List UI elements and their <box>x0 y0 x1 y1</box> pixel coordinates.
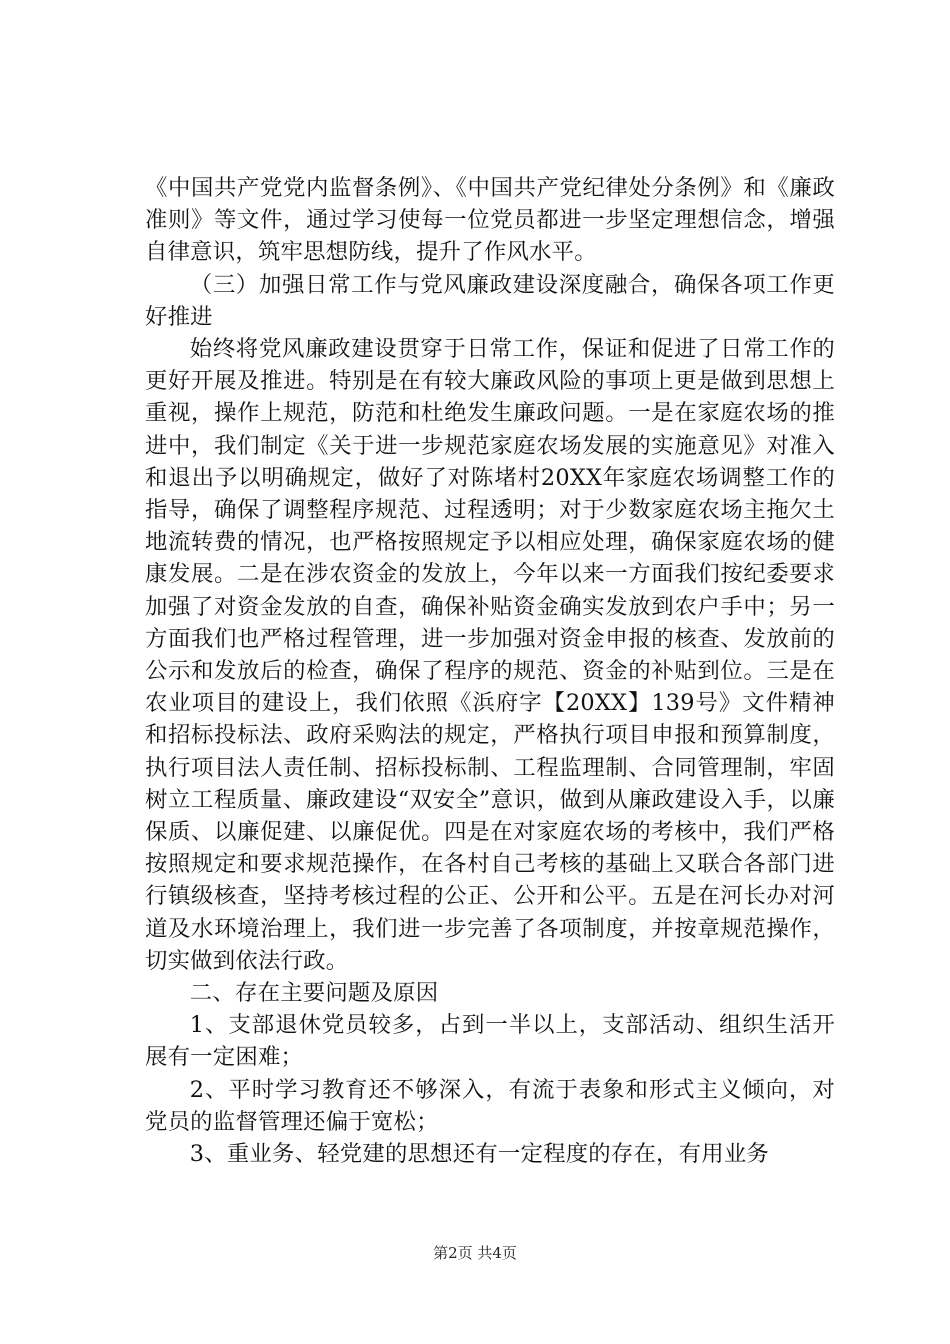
paragraph-2: 始终将党风廉政建设贯穿于日常工作，保证和促进了日常工作的更好开展及推进。特别是在有较大廉政风险的事项上更是做到思想上重视，操作上规范，防范和杜绝发生廉政问题。一是在家庭农场的推进中，我们制定《关于进一步规范家庭农场发展的实施意见》对准入和退出予以明确规定，做好了对陈堵村20XX年家庭农场调整工作的指导，确保了调整程序规范、过程透明；对于少数家庭农场主拖欠土地流转费的情况，也严格按照规定予以相应处理，确保家庭农场的健康发展。二是在涉农资金的发放上，今年以来一方面我们按纪委要求加强了对资金发放的自查，确保补贴资金确实发放到农户手中；另一方面我们也严格过程管理，进一步加强对资金申报的核查、发放前的公示和发放后的检查，确保了程序的规范、资金的补贴到位。三是在农业项目的建设上，我们依照《浜府字【20XX】139号》文件精神和招标投标法、政府采购法的规定，严格执行项目申报和预算制度，执行项目法人责任制、招标投标制、工程监理制、合同管理制，牢固树立工程质量、廉政建设“双安全”意识，做到从廉政建设入手，以廉保质、以廉促建、以廉促优。四是在对家庭农场的考核中，我们严格按照规定和要求规范操作，在各村自己考核的基础上又联合各部门进行镇级核查，坚持考核过程的公正、公开和公平。五是在河长办对河道及水环境治理上，我们进一步完善了各项制度，并按章规范操作，切实做到依法行政。 <box>145 336 835 974</box>
page-footer <box>0 1243 950 1263</box>
section-heading-problems: 二、存在主要问题及原因 <box>189 980 439 1007</box>
problem-item-3: 3、重业务、轻党建的思想还有一定程度的存在，有用业务 <box>189 1141 770 1168</box>
paragraph-1: 《中国共产党党内监督条例》、《中国共产党纪律处分条例》和《廉政准则》等文件，通过学习使每一位党员都进一步坚定理想信念，增强自律意识，筑牢思想防线，提升了作风水平。 <box>145 175 835 266</box>
page-number: 第2页 共4页 <box>433 1244 517 1262</box>
problem-item-1: 1、支部退休党员较多，占到一半以上，支部活动、组织生活开展有一定困难； <box>145 1012 835 1071</box>
document-body <box>145 172 835 1170</box>
section-heading-3: （三）加强日常工作与党风廉政建设深度融合，确保各项工作更好推进 <box>145 271 835 330</box>
problem-item-2: 2、平时学习教育还不够深入，有流于表象和形式主义倾向，对党员的监督管理还偏于宽松； <box>145 1076 835 1135</box>
